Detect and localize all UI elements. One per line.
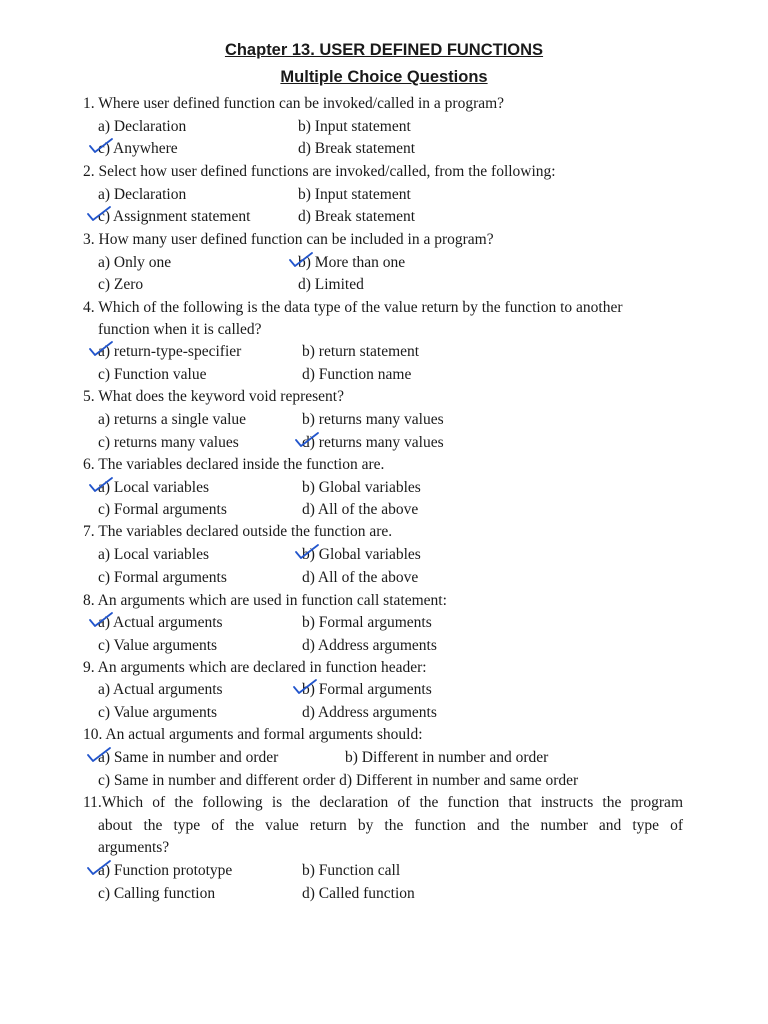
q10-option-a: a) Same in number and order bbox=[98, 749, 279, 766]
question-6: 6. The variables declared inside the function are. bbox=[83, 456, 385, 473]
q9-option-d: d) Address arguments bbox=[302, 704, 437, 721]
question-2: 2. Select how user defined functions are invoked/called, from the following: bbox=[83, 163, 556, 180]
section-subtitle: Multiple Choice Questions bbox=[280, 68, 488, 86]
checkmark-icon bbox=[288, 251, 314, 269]
q6-option-b: b) Global variables bbox=[302, 479, 421, 496]
checkmark-icon bbox=[86, 746, 112, 764]
q1-option-c: c) Anywhere bbox=[98, 140, 178, 157]
q4-option-b: b) return statement bbox=[302, 343, 420, 360]
question-9: 9. An arguments which are declared in function header: bbox=[83, 659, 427, 676]
q2-option-c: c) Assignment statement bbox=[98, 208, 251, 225]
question-4: 4. Which of the following is the data type of the value return by the function to another bbox=[83, 299, 623, 316]
q5-option-b: b) returns many values bbox=[302, 411, 444, 428]
q11-option-a: a) Function prototype bbox=[98, 862, 233, 879]
checkmark-icon bbox=[86, 205, 112, 223]
q8-option-a: a) Actual arguments bbox=[98, 614, 223, 631]
question-4-continued: function when it is called? bbox=[98, 321, 262, 338]
q6-option-c: c) Formal arguments bbox=[98, 501, 227, 518]
q8-option-b: b) Formal arguments bbox=[302, 614, 432, 631]
q3-option-b: b) More than one bbox=[298, 254, 406, 271]
checkmark-icon bbox=[88, 476, 114, 494]
q3-option-a: a) Only one bbox=[98, 254, 172, 271]
question-11-continued-2: arguments? bbox=[98, 839, 170, 856]
q2-option-d: d) Break statement bbox=[298, 208, 416, 225]
q2-option-a: a) Declaration bbox=[98, 186, 187, 203]
q4-option-d: d) Function name bbox=[302, 366, 412, 383]
q7-option-c: c) Formal arguments bbox=[98, 569, 227, 586]
q3-option-d: d) Limited bbox=[298, 276, 364, 293]
q7-option-d: d) All of the above bbox=[302, 569, 419, 586]
q2-option-b: b) Input statement bbox=[298, 186, 411, 203]
q8-option-c: c) Value arguments bbox=[98, 637, 218, 654]
checkmark-icon bbox=[294, 431, 320, 449]
q11-option-b: b) Function call bbox=[302, 862, 401, 879]
checkmark-icon bbox=[292, 678, 318, 696]
q9-option-b: b) Formal arguments bbox=[302, 681, 432, 698]
q7-option-a: a) Local variables bbox=[98, 546, 210, 563]
q10-option-b: b) Different in number and order bbox=[345, 749, 549, 766]
question-8: 8. An arguments which are used in function call statement: bbox=[83, 592, 447, 609]
question-3: 3. How many user defined function can be included in a program? bbox=[83, 231, 494, 248]
checkmark-icon bbox=[88, 611, 114, 629]
q5-option-c: c) returns many values bbox=[98, 434, 239, 451]
q7-option-b: b) Global variables bbox=[302, 546, 421, 563]
checkmark-icon bbox=[86, 859, 112, 877]
question-7: 7. The variables declared outside the function are. bbox=[83, 523, 393, 540]
q8-option-d: d) Address arguments bbox=[302, 637, 437, 654]
q6-option-d: d) All of the above bbox=[302, 501, 419, 518]
q9-option-a: a) Actual arguments bbox=[98, 681, 223, 698]
checkmark-icon bbox=[294, 543, 320, 561]
q6-option-a: a) Local variables bbox=[98, 479, 210, 496]
question-11: 11.Which of the following is the declaration of the function that instructs the program bbox=[83, 794, 683, 811]
q4-option-c: c) Function value bbox=[98, 366, 207, 383]
q1-option-b: b) Input statement bbox=[298, 118, 411, 135]
q1-option-d: d) Break statement bbox=[298, 140, 416, 157]
q3-option-c: c) Zero bbox=[98, 276, 144, 293]
question-10: 10. An actual arguments and formal arguments should: bbox=[83, 726, 423, 743]
q11-option-c: c) Calling function bbox=[98, 885, 216, 902]
chapter-title: Chapter 13. USER DEFINED FUNCTIONS bbox=[224, 41, 544, 59]
q1-option-a: a) Declaration bbox=[98, 118, 187, 135]
q5-option-d: d) returns many values bbox=[302, 434, 444, 451]
question-5: 5. What does the keyword void represent? bbox=[83, 388, 344, 405]
q9-option-c: c) Value arguments bbox=[98, 704, 218, 721]
question-1: 1. Where user defined function can be invoked/called in a program? bbox=[83, 95, 505, 112]
q5-option-a: a) returns a single value bbox=[98, 411, 247, 428]
q11-option-d: d) Called function bbox=[302, 885, 415, 902]
q10-option-c-d: c) Same in number and different order d) Different in number and same order bbox=[98, 772, 579, 789]
checkmark-icon bbox=[88, 340, 114, 358]
q4-option-a: a) return-type-specifier bbox=[98, 343, 242, 360]
checkmark-icon bbox=[88, 137, 114, 155]
question-11-continued: about the type of the value return by the function and the number and type of bbox=[98, 817, 683, 834]
